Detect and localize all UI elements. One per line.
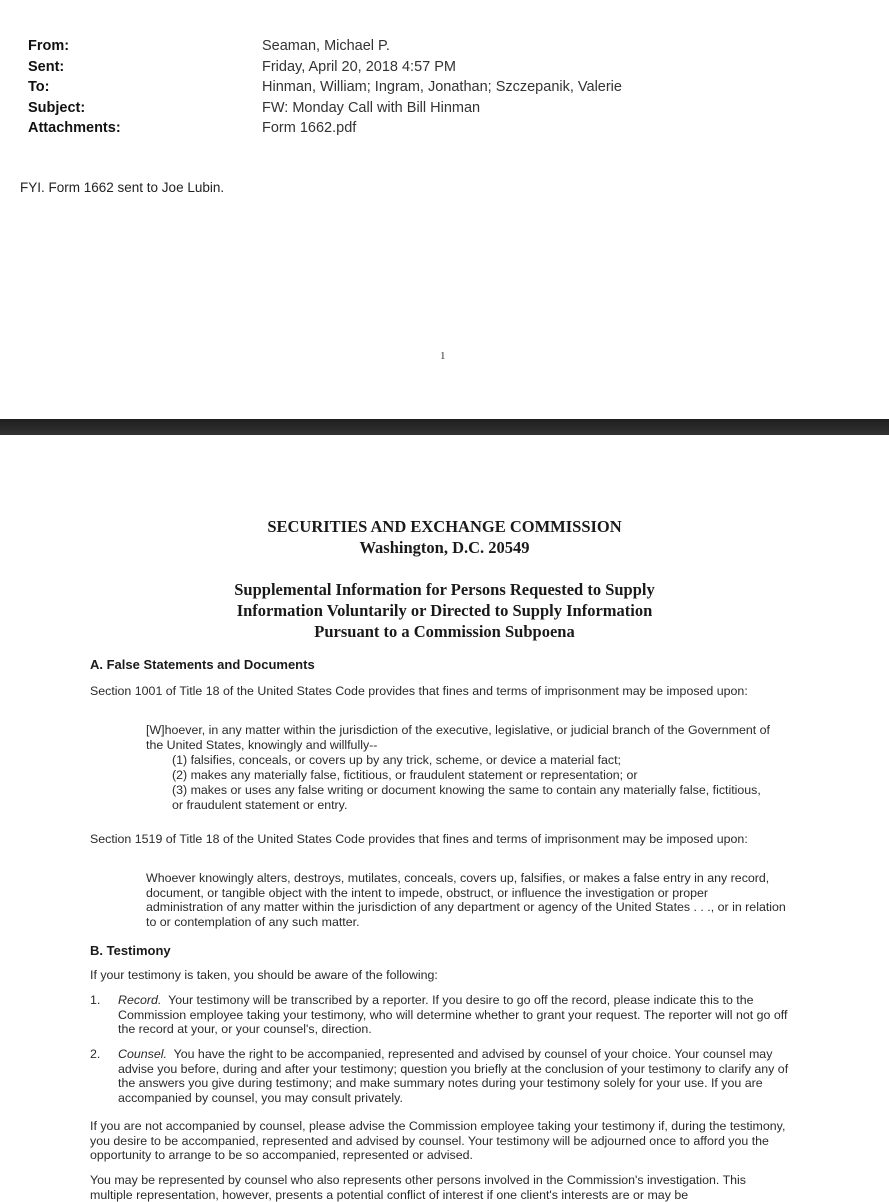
to-label: To: xyxy=(28,79,50,95)
item-body: Your testimony will be transcribed by a reporter. If you desire to go off the record, please indicate this to the Commission employee taking your testimony, who will determine whether to grant your request. The reporter will not go off the record at your, or your counsel's, direction. xyxy=(118,993,788,1037)
form-title-line-1: Supplemental Information for Persons Requested to Supply xyxy=(234,580,655,599)
sent-value: Friday, April 20, 2018 4:57 PM xyxy=(262,58,456,75)
item-text xyxy=(118,1047,790,1105)
item-body: You have the right to be accompanied, represented and advised by counsel of your choice. Your counsel may advise you before, during and after your testimony; question you briefly at the conclusion of your testimony to clarify any of the answers you give during testimony; and make summary notes during your testimony solely for your use. If you are accompanied by counsel, you may consult privately. xyxy=(118,1047,789,1105)
sent-label: Sent: xyxy=(28,58,65,75)
paragraph-multiple-representation: You may be represented by counsel who also represents other persons involved in the Commission's investigation. This multiple representation, however, presents a potential conflict of interest if one client's interests are or may be xyxy=(90,1173,746,1202)
testimony-item-record xyxy=(90,993,790,1037)
section-1001-item-1: (1) falsifies, conceals, or covers up by any trick, scheme, or device a material fact; xyxy=(172,753,621,767)
testimony-item-counsel xyxy=(90,1047,790,1105)
attachments-value: Form 1662.pdf xyxy=(262,120,357,136)
section-1001-item-3: (3) makes or uses any false writing or document knowing the same to contain any materially false, fictitious, or fraudulent statement or entry. xyxy=(172,783,761,812)
header-row-attachments xyxy=(28,118,622,139)
header-row-subject xyxy=(28,98,622,119)
section-1519-intro: Section 1519 of Title 18 of the United States Code provides that fines and terms of imprisonment may be imposed upon: xyxy=(90,832,748,846)
page-number: 1 xyxy=(440,350,446,362)
from-label: From: xyxy=(28,38,70,54)
agency-name: SECURITIES AND EXCHANGE COMMISSION xyxy=(267,517,622,536)
section-1519-quote: Whoever knowingly alters, destroys, mutilates, conceals, covers up, falsifies, or makes a false entry in any record, document, or tangible object with the intent to impede, obstruct, or influence the investigation or proper administration of any matter within the jurisdiction of any department or agency of the United States . . ., or in relation to or contemplation of any such matter. xyxy=(146,871,786,929)
agency-address: Washington, D.C. 20549 xyxy=(359,538,530,557)
section-1001-item-2: (2) makes any materially false, fictitious, or fraudulent statement or representation; or xyxy=(172,768,638,782)
item-term: Record. xyxy=(118,993,162,1007)
subject-value: FW: Monday Call with Bill Hinman xyxy=(262,99,481,116)
email-header xyxy=(28,36,622,139)
section-b-heading: B. Testimony xyxy=(90,943,171,958)
email-body: FYI. Form 1662 sent to Joe Lubin. xyxy=(20,180,225,195)
section-1001-intro: Section 1001 of Title 18 of the United States Code provides that fines and terms of imprisonment may be imposed upon: xyxy=(90,684,748,698)
header-row-sent xyxy=(28,57,622,78)
attachments-label: Attachments: xyxy=(28,120,121,136)
section-a-heading: A. False Statements and Documents xyxy=(90,657,315,672)
item-term: Counsel. xyxy=(118,1047,167,1061)
page-separator xyxy=(0,419,889,435)
item-text xyxy=(118,993,790,1037)
item-number: 1. xyxy=(90,993,101,1007)
form-title-line-3: Pursuant to a Commission Subpoena xyxy=(314,622,575,641)
header-row-to xyxy=(28,77,622,98)
item-number: 2. xyxy=(90,1047,101,1061)
paragraph-not-accompanied: If you are not accompanied by counsel, please advise the Commission employee taking your testimony if, during the testimony, you desire to be accompanied, represented and advised by counsel. Your testimony will be adjourned once to afford you the opportunity to arrange to be so accompanied, represented or advised. xyxy=(90,1119,786,1163)
from-value: Seaman, Michael P. xyxy=(262,38,390,54)
header-row-from xyxy=(28,36,622,57)
subject-label: Subject: xyxy=(28,99,86,116)
to-value: Hinman, William; Ingram, Jonathan; Szczepanik, Valerie xyxy=(262,79,622,95)
form-title-line-2: Information Voluntarily or Directed to Supply Information xyxy=(236,601,653,620)
section-b-intro: If your testimony is taken, you should be aware of the following: xyxy=(90,968,438,982)
section-1001-quote: [W]hoever, in any matter within the jurisdiction of the executive, legislative, or judicial branch of the Government of the United States, knowingly and willfully-- xyxy=(146,723,770,752)
